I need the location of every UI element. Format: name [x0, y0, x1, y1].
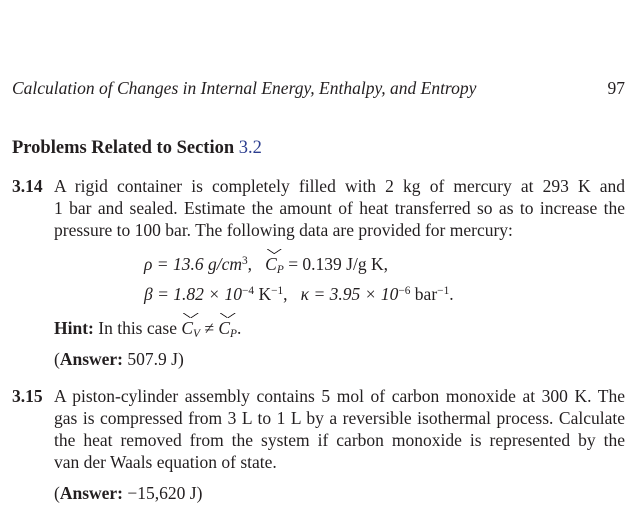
kappa-expression: κ = 3.95 × 10	[300, 284, 399, 304]
density-expression: ρ = 13.6 g/cm	[144, 254, 242, 274]
problem-line: A piston-cylinder assembly contains 5 mol of carbon monoxide at 300 K. The	[54, 386, 625, 406]
heat-capacity-value: = 0.139 J/g K,	[283, 254, 388, 274]
problem-statement	[54, 175, 625, 241]
page-number: 97	[607, 78, 625, 98]
cp-hat-symbol: $C_P$	[265, 254, 284, 276]
kappa-unit-exponent: −1	[437, 284, 450, 297]
cv-hat-symbol: $C_V$	[181, 318, 200, 340]
section-heading-text: Problems Related to Section	[12, 138, 235, 158]
kappa-unit: bar	[410, 284, 438, 304]
running-header-title: Calculation of Changes in Internal Energy, Enthalpy, and Entropy	[12, 78, 477, 98]
equation-line-1: ρ = 13.6 $g/cm^3$, $C_P = 0.139$ J/g K,	[144, 254, 388, 276]
kappa-exponent: −6	[398, 284, 411, 297]
answer-label: Answer:	[59, 349, 124, 369]
problem-line: the heat removed from the system if carbon monoxide is represented by the	[54, 430, 625, 450]
hint-line: Hint: In this case $C_V \ne C_P$.	[54, 318, 242, 340]
problem-number: 3.14	[12, 176, 43, 196]
problem-statement	[54, 385, 625, 473]
answer-value: 507.9 J	[123, 349, 178, 369]
answer-3-14: (Answer: 507.9 J)	[54, 349, 184, 369]
beta-unit-exponent: −1	[271, 284, 284, 297]
hint-label: Hint:	[54, 318, 94, 338]
density-exponent: 3	[241, 254, 248, 267]
problem-3-15	[12, 385, 625, 473]
beta-unit: K	[254, 284, 272, 304]
answer-value: −15,620 J	[123, 483, 197, 503]
answer-label: Answer:	[59, 483, 124, 503]
problem-line: A rigid container is completely filled with 2 kg of mercury at 293 K and	[54, 176, 625, 196]
beta-expression: β = 1.82 × 10	[144, 284, 242, 304]
problem-line: van der Waals equation of state.	[54, 452, 277, 472]
beta-exponent: −4	[241, 284, 255, 297]
problem-line: 1 bar and sealed. Estimate the amount of heat transferred so as to increase the	[54, 198, 625, 218]
problem-number: 3.15	[12, 386, 43, 406]
problem-3-14	[12, 175, 625, 241]
not-equal-sign: ≠	[200, 318, 219, 338]
hint-text: In this case	[93, 318, 182, 338]
problem-line: gas is compressed from 3 L to 1 L by a reversible isothermal process. Calculate	[54, 408, 625, 428]
problem-line: pressure to 100 bar. The following data are provided for mercury:	[54, 220, 513, 240]
section-heading	[12, 138, 262, 159]
section-number-link[interactable]: 3.2	[238, 138, 262, 158]
cp-hat-symbol: $C_P$	[218, 318, 237, 340]
answer-3-15: (Answer: −15,620 J)	[54, 483, 203, 503]
equation-line-2: $\beta = 1.82 \times 10^{-4}$ $K^{-1}$, $\kappa = 3.95 \times 10^{-6}$ bar$^{-1}$.	[144, 284, 454, 304]
running-header	[12, 78, 625, 99]
